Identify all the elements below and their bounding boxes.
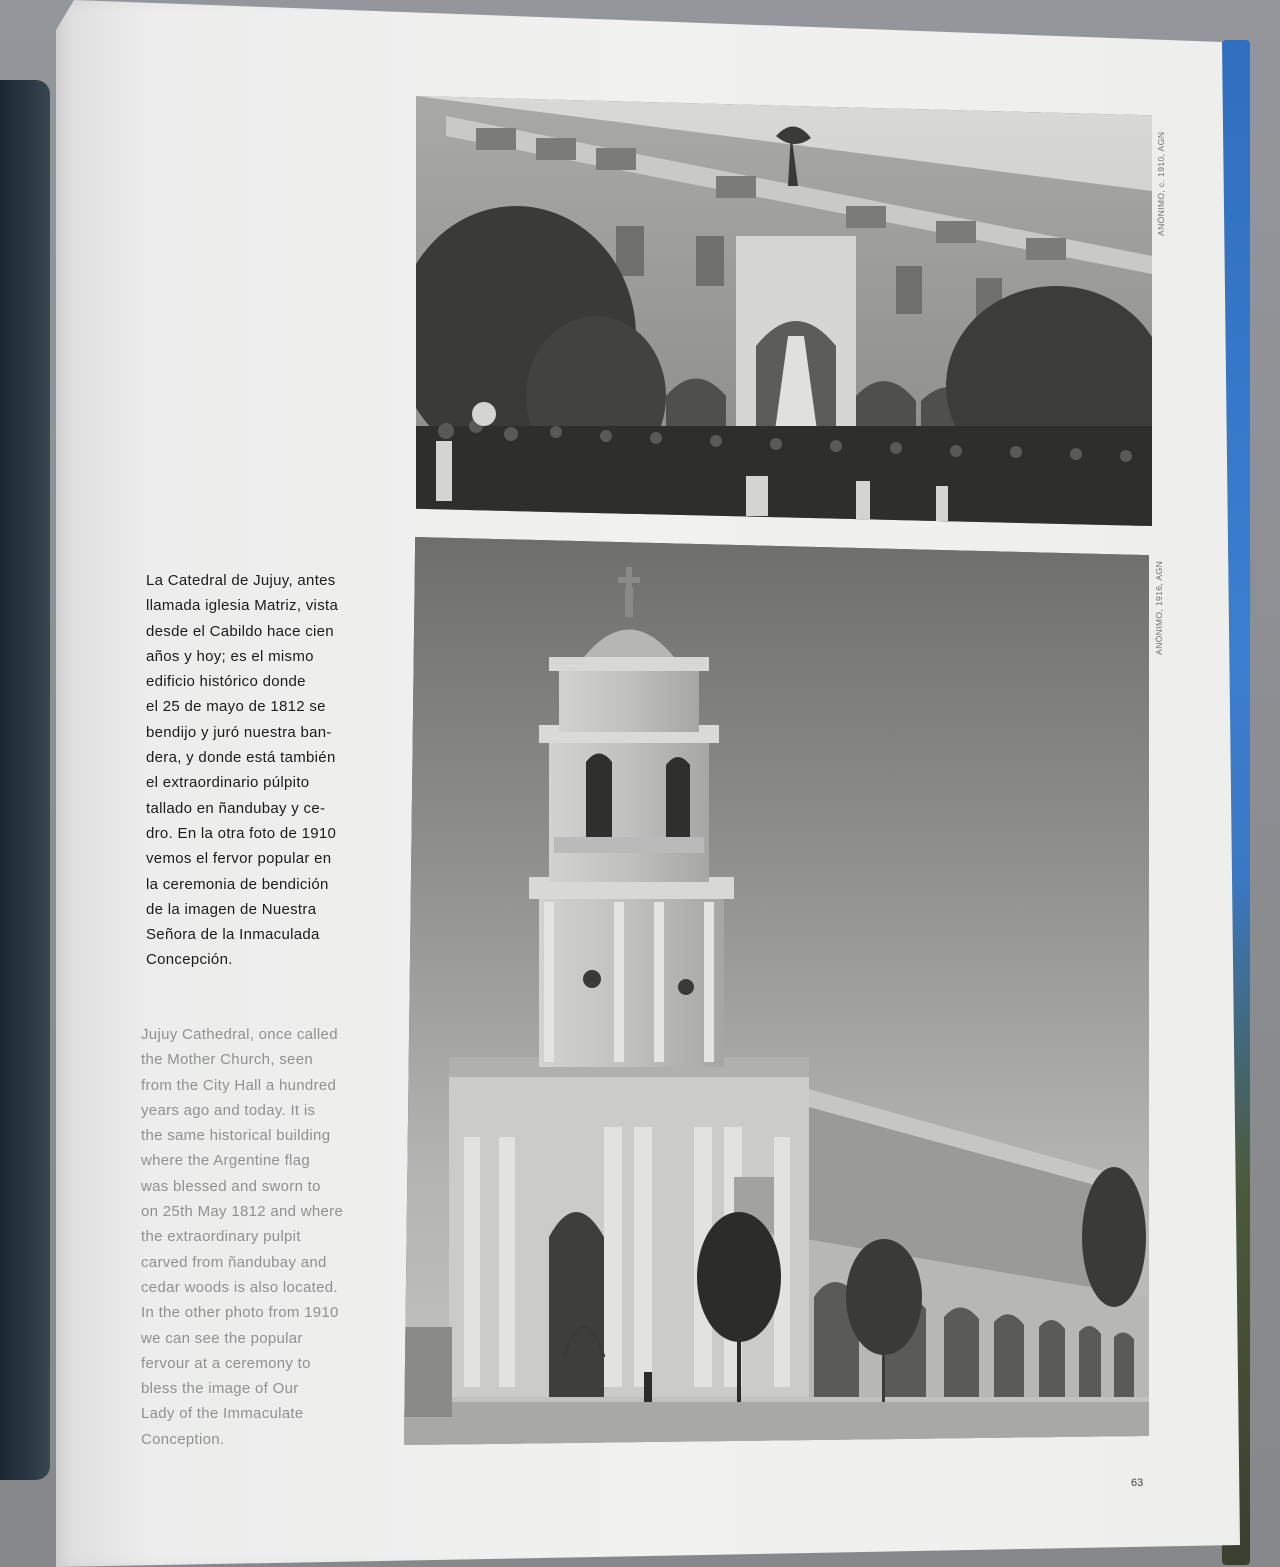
photo-cabildo-credit: ANÓNIMO, c. 1910, AGN [1156, 131, 1166, 236]
photo-cathedral [404, 537, 1149, 1445]
page-number: 63 [1131, 1477, 1144, 1489]
caption-spanish: La Catedral de Jujuy, antes llamada iglesia Matriz, vista desde el Cabildo hace cien años y hoy; es el mismo edificio histórico donde el 25 de mayo de 1812 se bendijo y juró nuestra ban- dera, y donde está también el extraordinario púlpito tallado en ñandubay y ce- dro. En la otra foto de 1910 vemos el fervor popular en la ceremonia de bendición de la imagen de Nuestra Señora de la Inmaculada Concepción. [146, 572, 339, 969]
photo-cathedral-credit: ANÓNIMO, 1916, AGN [1154, 560, 1164, 655]
caption-english: Jujuy Cathedral, once called the Mother Church, seen from the City Hall a hundred years ago and today. It is the same historical building where the Argentine flag was blessed and sworn to on 25th May 1812 and where the extraordinary pulpit carved from ñandubay and cedar woods is also located. In the other photo from 1910 we can see the popular fervour at a ceremony to bless the image of Our Lady of the Immaculate Conception. [141, 1026, 344, 1448]
photo-cathedral-image [404, 537, 1149, 1445]
photo-cabildo-ceremony [416, 96, 1152, 526]
facing-page-edge [0, 80, 50, 1480]
photo-cabildo-ceremony-image [416, 96, 1152, 526]
